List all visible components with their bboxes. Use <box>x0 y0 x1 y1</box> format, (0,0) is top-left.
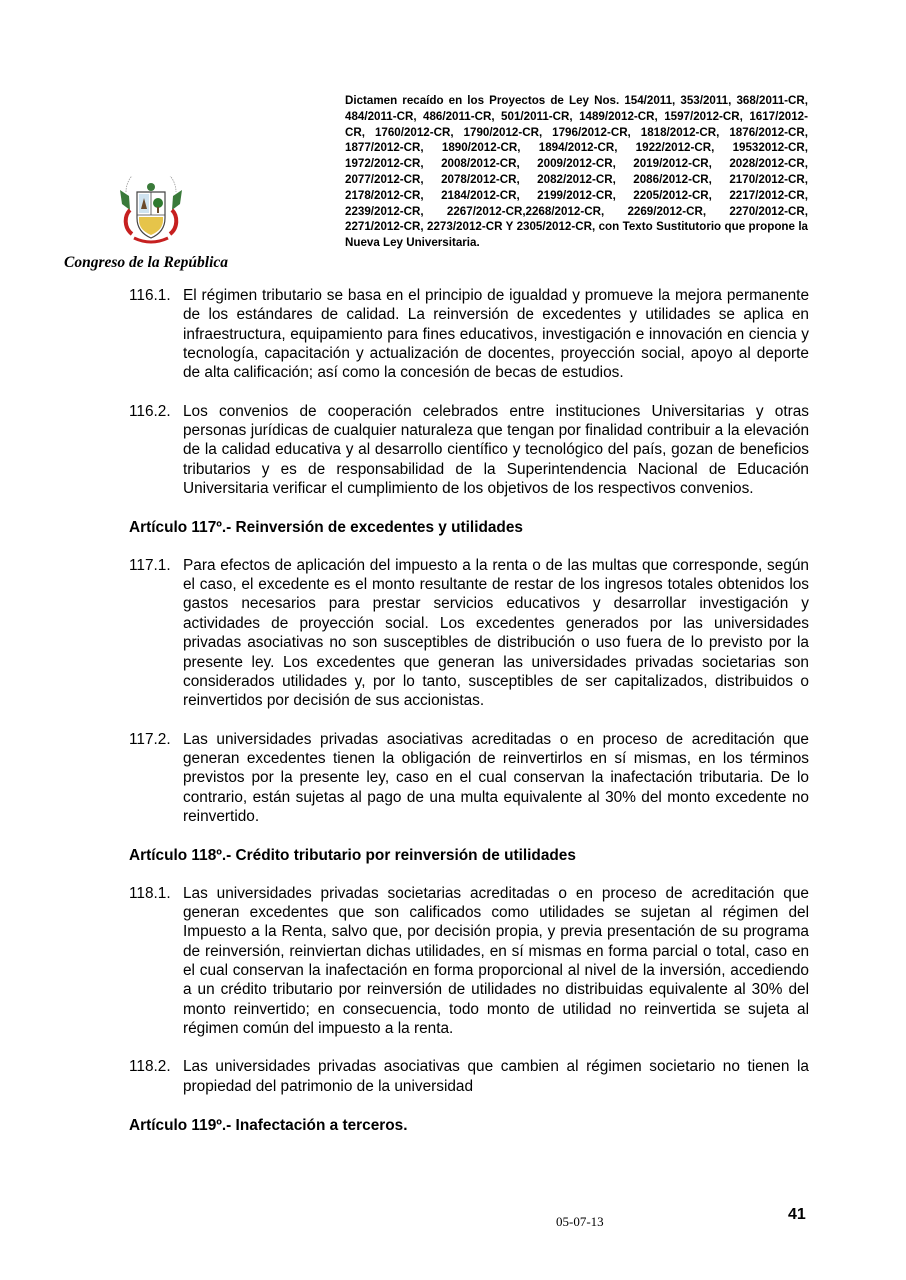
article-118-heading: Artículo 118º.- Crédito tributario por reinversión de utilidades <box>129 847 576 865</box>
paragraph-117-2 <box>129 730 809 827</box>
paragraph-number: 117.1. <box>129 556 171 574</box>
paragraph-number: 118.1. <box>129 884 171 902</box>
article-117-heading: Artículo 117º.- Reinversión de excedentes y utilidades <box>129 519 523 537</box>
article-119-heading: Artículo 119º.- Inafectación a terceros. <box>129 1117 408 1135</box>
paragraph-117-1 <box>129 556 809 711</box>
paragraph-116-2 <box>129 402 809 499</box>
paragraph-number: 116.1. <box>129 287 171 304</box>
paragraph-116-1 <box>129 286 809 383</box>
paragraph-text: Las universidades privadas asociativas que cambien al régimen societario no tienen la propiedad del patrimonio de la universidad <box>183 1058 809 1095</box>
org-name: Congreso de la República <box>64 254 229 271</box>
document-body <box>129 286 809 1135</box>
paragraph-118-2 <box>129 1057 809 1096</box>
paragraph-text: Los convenios de cooperación celebrados entre instituciones Universitarias y otras personas jurídicas de cualquier naturaleza que tengan por finalidad contribuir a la elevación de la calidad educativa y al desarrollo científico y tecnológico del país, gozan de beneficios tributarios y es de responsabilidad de la Superintendencia Nacional de Educación Universitaria verificar el cumplimiento de los objetivos de los respectivos convenios. <box>183 402 809 498</box>
page-number: 41 <box>788 1206 806 1223</box>
paragraph-number: 116.2. <box>129 402 171 420</box>
paragraph-text: El régimen tributario se basa en el principio de igualdad y promueve la mejora permanente de los estándares de calidad. La reinversión de excedentes y utilidades se aplica en infraestructura, equipamiento para fines educativos, investigación e innovación en ciencia y tecnología, capacitación y actualización de docentes, proyección social, apoyo al deporte de alta calificación; así como la concesión de becas de estudios. <box>183 287 809 382</box>
paragraph-number: 118.2. <box>129 1058 171 1076</box>
paragraph-number: 117.2. <box>129 730 171 748</box>
paragraph-text: Para efectos de aplicación del impuesto a la renta o de las multas que corresponde, según el caso, el excedente es el monto resultante de restar de los ingresos totales obtenidos los gastos necesarios para prestar servicios educativos y desarrollar investigación y actividades de proyección social. Los excedentes generados por las universidades privadas asociativas no son susceptibles de distribución o uso fuera de lo previsto por la presente ley. Los excedentes que generan las universidades privadas societarias son considerados utilidades y, por lo tanto, susceptibles de ser capitalizados, distribuidos o reinvertidos por decisión de sus accionistas. <box>183 556 809 710</box>
footer-date: 05-07-13 <box>556 1214 604 1229</box>
dictamen-reference: Dictamen recaído en los Proyectos de Ley Nos. 154/2011, 353/2011, 368/2011-CR, 484/2011-CR, 486/2011-CR, 501/2011-CR, 1489/2012-CR, 1597/2012-CR, 1617/2012-CR, 1760/2012-CR, 1790/2012-CR, 1796/2012-CR, 1818/2012-CR, 1876/2012-CR, 1877/2012-CR, 1890/2012-CR, 1894/2012-CR, 1922/2012-CR, 19532012-CR, 1972/2012-CR, 2008/2012-CR, 2009/2012-CR, 2019/2012-CR, 2028/2012-CR, 2077/2012-CR, 2078/2012-CR, 2082/2012-CR, 2086/2012-CR, 2170/2012-CR, 2178/2012-CR, 2184/2012-CR, 2199/2012-CR, 2205/2012-CR, 2217/2012-CR, 2239/2012-CR, 2267/2012-CR,2268/2012-CR, 2269/2012-CR, 2270/2012-CR, 2271/2012-CR, 2273/2012-CR Y 2305/2012-CR, con Texto Sustitutorio que propone la Nueva Ley Universitaria. <box>345 94 808 250</box>
paragraph-text: Las universidades privadas societarias acreditadas o en proceso de acreditación que generan excedentes que son calificados como utilidades se sujetan al régimen del Impuesto a la Renta, salvo que, por decisión propia, y previa presentación de su programa de reinversión, reinviertan dichas utilidades, en sí mismas en forma parcial o total, caso en el cual conservan la inafectación en forma proporcional al nivel de la inversión, accediendo a un crédito tributario por reinversión de utilidades no distribuidas equivalente al 30% del monto reinvertido; en consecuencia, todo monto de utilidad no reinvertida se sujeta al régimen común del impuesto a la renta. <box>183 884 809 1037</box>
paragraph-text: Las universidades privadas asociativas acreditadas o en proceso de acreditación que generan excedentes tienen la obligación de reinvertirlos en sí mismas, en los términos previstos por la presente ley, caso en el cual conservan la inafectación tributaria. De lo contrario, están sujetas al pago de una multa equivalente al 30% del monto excedente no reinvertido. <box>183 730 809 825</box>
coat-of-arms-icon <box>112 176 190 248</box>
paragraph-118-1 <box>129 884 809 1039</box>
